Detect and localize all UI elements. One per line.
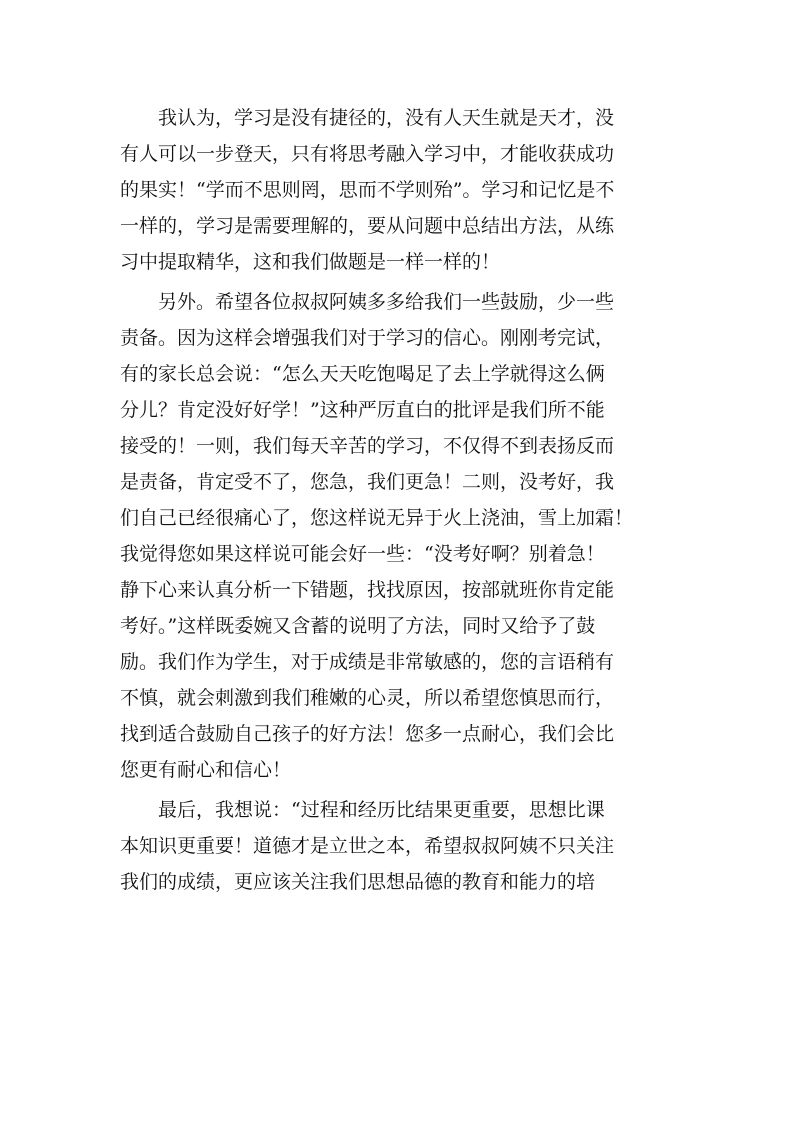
text-line: 习中提取精华，这和我们做题是一样一样的！ [120, 251, 501, 273]
text-line: 静下心来认真分析一下错题，找找原因，按部就班你肯定能 [120, 579, 615, 601]
text-line: 们自己已经很痛心了，您这样说无异于火上浇油，雪上加霜！ [120, 507, 634, 529]
text-line: 不慎，就会刺激到我们稚嫩的心灵，所以希望您慎思而行， [120, 687, 615, 709]
text-line: 一样的，学习是需要理解的，要从问题中总结出方法，从练 [120, 215, 615, 237]
paragraph-conclusion [120, 792, 680, 900]
text-line: 本知识更重要！道德才是立世之本，希望叔叔阿姨不只关注 [120, 835, 615, 857]
paragraph-study-method [120, 100, 680, 280]
text-line: 励。我们作为学生，对于成绩是非常敏感的，您的言语稍有 [120, 651, 615, 673]
document-body [120, 100, 680, 900]
text-line: 我觉得您如果这样说可能会好一些：“没考好啊？别着急！ [120, 543, 605, 565]
text-line: 我认为，学习是没有捷径的，没有人天生就是天才，没 [120, 107, 615, 129]
text-line: 另外。希望各位叔叔阿姨多多给我们一些鼓励，少一些 [120, 291, 615, 313]
text-line: 最后，我想说：“过程和经历比结果更重要，思想比课 [120, 799, 605, 821]
text-line: 考好。”这样既委婉又含蓄的说明了方法，同时又给予了鼓 [120, 615, 596, 637]
text-line: 的果实！“学而不思则罔，思而不学则殆”。学习和记忆是不 [120, 179, 615, 201]
text-line: 接受的！一则，我们每天辛苦的学习，不仅得不到表扬反而 [120, 435, 615, 457]
text-line: 是责备，肯定受不了，您急，我们更急！二则，没考好，我 [120, 471, 615, 493]
text-line: 分儿？肯定没好好学！”这种严厉直白的批评是我们所不能 [120, 399, 605, 421]
text-line: 找到适合鼓励自己孩子的好方法！您多一点耐心，我们会比 [120, 723, 615, 745]
text-line: 您更有耐心和信心！ [120, 759, 292, 781]
paragraph-encouragement [120, 284, 680, 788]
text-line: 有的家长总会说：“怎么天天吃饱喝足了去上学就得这么俩 [120, 363, 605, 385]
text-line: 我们的成绩，更应该关注我们思想品德的教育和能力的培 [120, 871, 596, 893]
text-line: 有人可以一步登天，只有将思考融入学习中，才能收获成功 [120, 143, 615, 165]
text-line: 责备。因为这样会增强我们对于学习的信心。刚刚考完试， [120, 327, 615, 349]
